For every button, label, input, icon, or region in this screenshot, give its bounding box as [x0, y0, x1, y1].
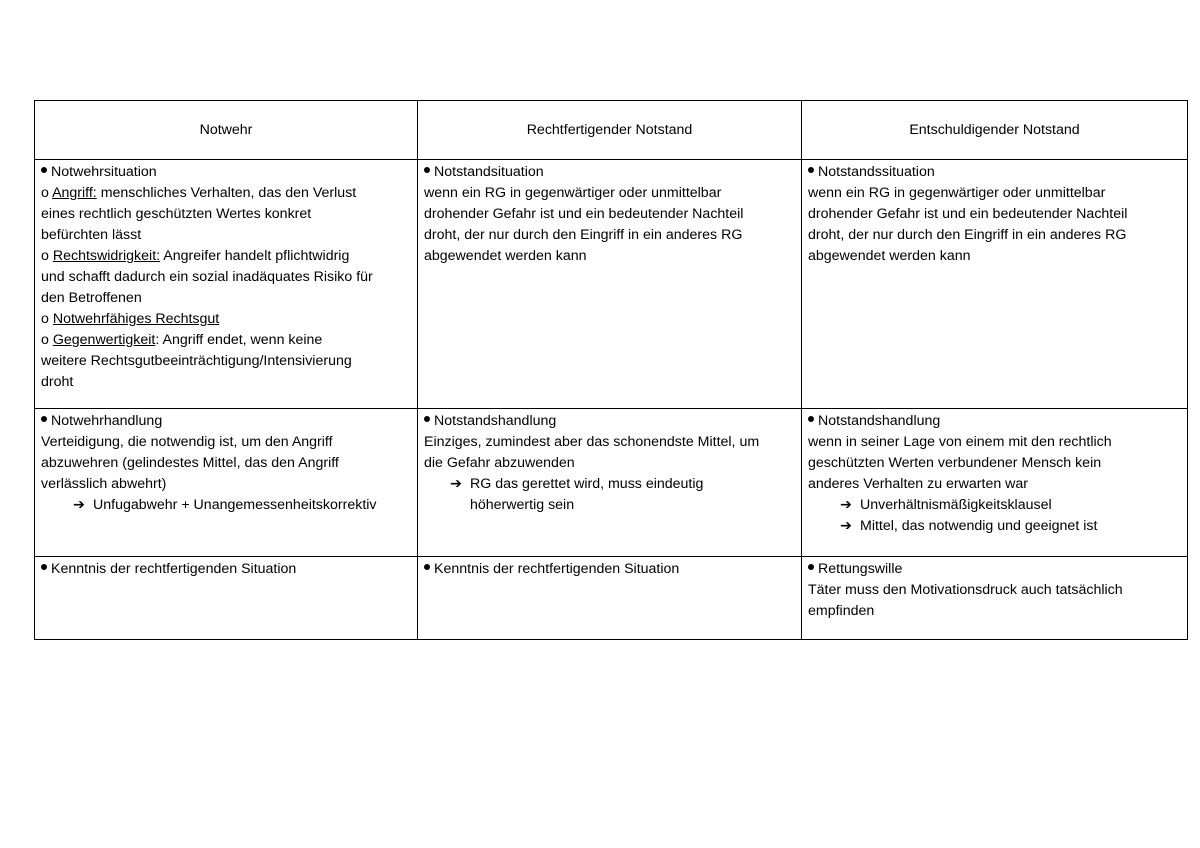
text-line: verlässlich abwehrt) [41, 476, 167, 492]
bullet-icon [808, 167, 814, 173]
text-line: wenn ein RG in gegenwärtiger oder unmittelbar [808, 185, 1106, 201]
section-title: Notstandssituation [818, 164, 935, 180]
bullet-icon [424, 167, 430, 173]
text-line: abgewendet werden kann [424, 248, 587, 264]
header-row [35, 101, 1188, 160]
list-marker: o [41, 311, 53, 327]
text-line: anderes Verhalten zu erwarten war [808, 476, 1029, 492]
section-title: Kenntnis der rechtfertigenden Situation [434, 561, 680, 577]
text-line: und schafft dadurch ein sozial inadäquates Risiko für [41, 269, 373, 285]
cell-entschuldigender-situation [802, 160, 1188, 409]
list-marker: o [41, 248, 53, 264]
table-row-subjektiv [35, 557, 1188, 640]
section-title: Notstandshandlung [818, 413, 941, 429]
table-row-situation [35, 160, 1188, 409]
list-marker: o [41, 185, 53, 201]
text-line: abgewendet werden kann [808, 248, 971, 264]
text-line: Einziges, zumindest aber das schonendste Mittel, um [424, 434, 760, 450]
text-line: : Angriff endet, wenn keine [155, 332, 323, 348]
text-line: wenn in seiner Lage von einem mit den rechtlich [808, 434, 1112, 450]
bullet-icon [41, 564, 47, 570]
text-line: geschützten Werten verbundener Mensch kein [808, 455, 1102, 471]
section-title: Notstandshandlung [434, 413, 557, 429]
header-notwehr: Notwehr [35, 101, 418, 160]
text-line: droht, der nur durch den Eingriff in ein anderes RG [808, 227, 1127, 243]
term-notwehrfaehiges-rechtsgut: Notwehrfähiges Rechtsgut [52, 311, 220, 327]
text-line: RG das gerettet wird, muss eindeutig [470, 476, 704, 492]
cell-notwehr-handlung [35, 409, 418, 557]
text-line: empfinden [808, 603, 875, 619]
bullet-icon [424, 416, 430, 422]
text-line: befürchten lässt [41, 227, 142, 243]
bullet-icon [424, 564, 430, 570]
section-title: Kenntnis der rechtfertigenden Situation [51, 561, 297, 577]
text-line: weitere Rechtsgutbeeinträchtigung/Intensivierung [41, 353, 352, 369]
term-rechtswidrigkeit: Rechtswidrigkeit: [52, 248, 161, 264]
cell-rechtfertigender-situation [418, 160, 802, 409]
bullet-icon [808, 564, 814, 570]
section-title: Notwehrsituation [51, 164, 157, 180]
text-line: den Betroffenen [41, 290, 142, 306]
text-line: Verteidigung, die notwendig ist, um den Angriff [41, 434, 333, 450]
cell-rechtfertigender-handlung [418, 409, 802, 557]
list-marker: o [41, 332, 53, 348]
table-row-handlung [35, 409, 1188, 557]
cell-notwehr-kenntnis [35, 557, 418, 640]
section-title: Notstandsituation [434, 164, 544, 180]
arrow-right-icon: ➔ [840, 518, 852, 534]
bullet-icon [41, 416, 47, 422]
text-line: die Gefahr abzuwenden [424, 455, 575, 471]
cell-notwehr-situation [35, 160, 418, 409]
arrow-right-icon: ➔ [450, 476, 462, 492]
term-gegenwertigkeit: Gegenwertigkeit [52, 332, 156, 348]
cell-entschuldigender-handlung [802, 409, 1188, 557]
text-line: Mittel, das notwendig und geeignet ist [860, 518, 1098, 534]
arrow-right-icon: ➔ [73, 497, 85, 513]
comparison-table [34, 100, 1188, 640]
text-line: droht [41, 374, 74, 390]
arrow-right-icon: ➔ [840, 497, 852, 513]
text-line: eines rechtlich geschützten Wertes konkret [41, 206, 312, 222]
bullet-icon [41, 167, 47, 173]
term-angriff: Angriff: [52, 185, 97, 201]
text-line: Angreifer handelt pflichtwidrig [160, 248, 350, 264]
text-line: menschliches Verhalten, das den Verlust [96, 185, 357, 201]
header-rechtfertigender-notstand: Rechtfertigender Notstand [418, 101, 802, 160]
text-line: Unverhältnismäßigkeitsklausel [860, 497, 1052, 513]
section-title: Rettungswille [818, 561, 903, 577]
text-line: wenn ein RG in gegenwärtiger oder unmittelbar [424, 185, 722, 201]
text-line: Unfugabwehr + Unangemessenheitskorrektiv [93, 497, 377, 513]
text-line: drohender Gefahr ist und ein bedeutender Nachteil [808, 206, 1128, 222]
bullet-icon [808, 416, 814, 422]
text-line: droht, der nur durch den Eingriff in ein anderes RG [424, 227, 743, 243]
cell-rechtfertigender-kenntnis [418, 557, 802, 640]
text-line: höherwertig sein [470, 497, 575, 513]
text-line: drohender Gefahr ist und ein bedeutender Nachteil [424, 206, 744, 222]
text-line: abzuwehren (gelindestes Mittel, das den Angriff [41, 455, 339, 471]
section-title: Notwehrhandlung [51, 413, 163, 429]
header-entschuldigender-notstand: Entschuldigender Notstand [802, 101, 1188, 160]
cell-entschuldigender-rettungswille [802, 557, 1188, 640]
text-line: Täter muss den Motivationsdruck auch tatsächlich [808, 582, 1123, 598]
